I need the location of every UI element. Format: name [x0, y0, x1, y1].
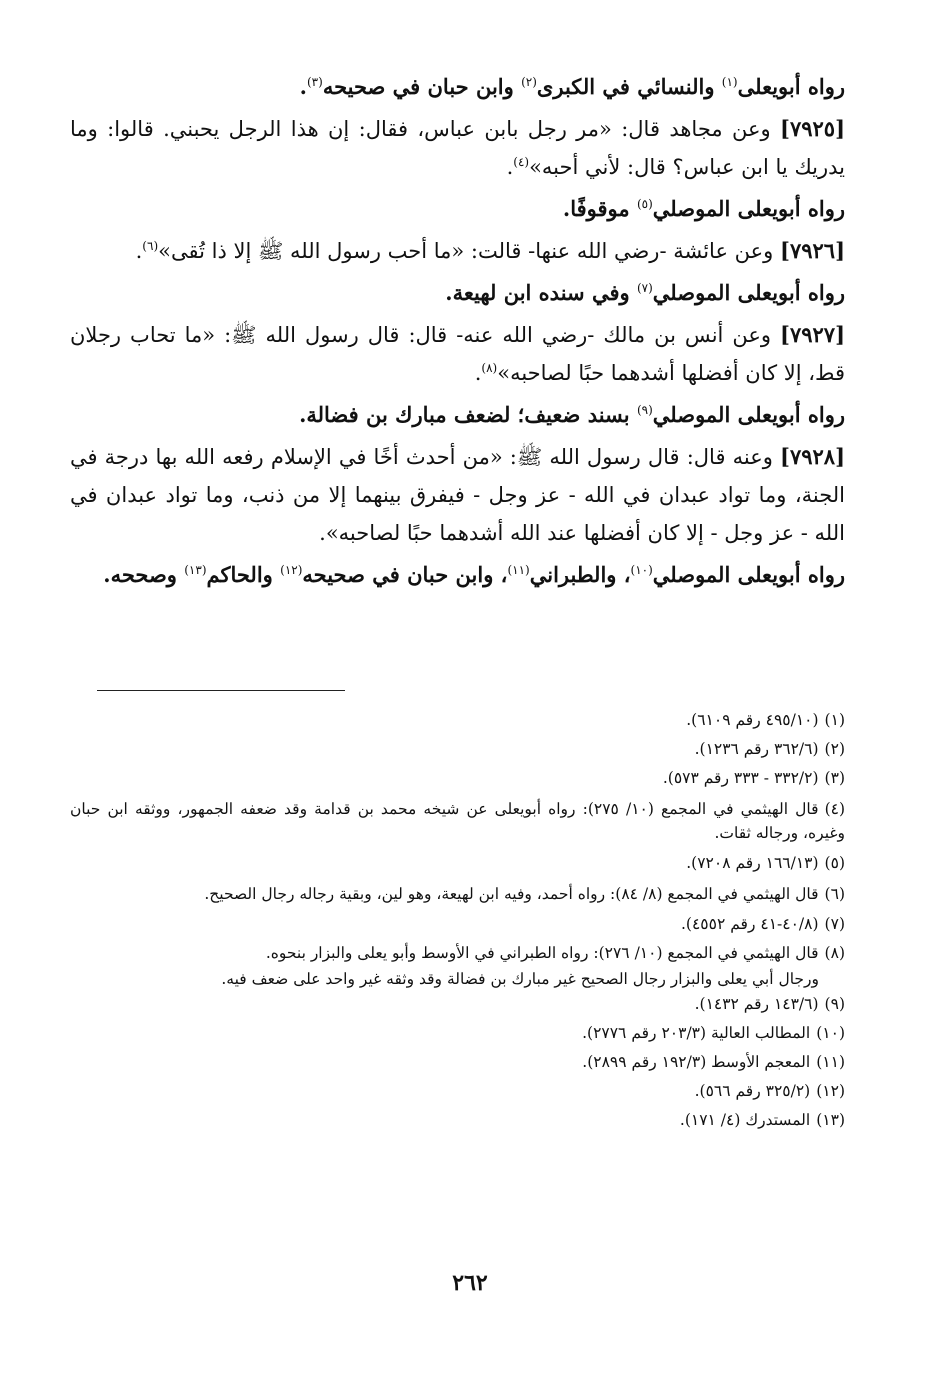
hadith-text: وعن عائشة -رضي الله عنها- قالت: «ما أحب رسول الله ﷺ إلا ذا تُقى»	[158, 239, 780, 263]
footnote-item	[70, 1019, 845, 1048]
hadith-text: وعن مجاهد قال: «مر رجل بابن عباس، فقال: إن هذا الرجل يحبني. قالوا: وما يدريك يا ابن عباس؟ قال: لأني أحبه»	[70, 117, 845, 179]
text: رواه أبويعلى الموصلي	[652, 402, 845, 427]
text: وصححه.	[103, 562, 185, 587]
text: ، وابن حبان في صحيحه	[302, 562, 508, 587]
narration-line-3	[70, 274, 845, 312]
footnote-text: (١٤٣/٦ رقم ١٤٣٢).	[694, 995, 819, 1013]
hadith-7928	[70, 438, 845, 552]
footnote-text: (٣٦٢/٦ رقم ١٢٣٦).	[694, 740, 819, 758]
footnote-ref: (١١)	[507, 563, 530, 577]
narration-line-1	[70, 68, 845, 106]
footnote-text: قال الهيثمي في المجمع (١٠/ ٢٧٥): رواه أبويعلى عن شيخه محمد بن قدامة وقد ضعفه الجمهور، ووثقه ابن حبان وغيره، ورجاله ثقات.	[70, 800, 845, 842]
footnote-ref: (٥)	[636, 197, 653, 211]
footnote-continuation	[70, 968, 845, 990]
main-text	[70, 68, 845, 598]
footnote-text: (١٦٦/١٣ رقم ٧٢٠٨).	[686, 854, 819, 872]
footnote-item	[70, 797, 845, 845]
text: رواه أبويعلى الموصلي	[652, 280, 845, 305]
footnote-ref: (١٢)	[280, 563, 303, 577]
footnote-item	[70, 990, 845, 1019]
footnote-ref: (١٠)	[630, 563, 653, 577]
footnote-number: (٧)	[824, 915, 845, 933]
text: .	[506, 155, 514, 179]
footnote-ref: (٨)	[481, 361, 498, 375]
footnote-ref: (٧)	[636, 281, 653, 295]
footnote-number: (٥)	[824, 854, 845, 872]
text: وفي سنده ابن لهيعة.	[445, 280, 637, 305]
hadith-number: [٧٩٢٦]	[780, 238, 845, 263]
footnote-number: (٦)	[824, 885, 845, 903]
footnote-number: (٤)	[824, 800, 846, 818]
footnote-text: (٤٩٥/١٠ رقم ٦١٠٩).	[686, 711, 819, 729]
footnote-number: (٣)	[824, 769, 845, 787]
footnote-item	[70, 1048, 845, 1077]
text: والنسائي في الكبرى	[536, 74, 722, 99]
narration-line-5	[70, 556, 845, 594]
text: والحاكم	[206, 562, 281, 587]
footnote-ref: (٩)	[636, 403, 653, 417]
footnote-text: قال الهيثمي في المجمع (٨/ ٨٤): رواه أحمد، وفيه ابن لهيعة، وهو لين، وبقية رجاله رجال الصحيح.	[204, 885, 819, 903]
footnote-number: (١٣)	[816, 1111, 845, 1129]
footnote-ref: (٢)	[521, 75, 537, 89]
footnote-number: (٩)	[824, 995, 845, 1013]
footnote-separator	[97, 690, 345, 691]
hadith-7927	[70, 316, 845, 392]
footnote-item	[70, 849, 845, 878]
hadith-number: [٧٩٢٨]	[780, 444, 845, 469]
text: .	[299, 74, 307, 99]
narration-line-4	[70, 396, 845, 434]
footnote-text: قال الهيثمي في المجمع (١٠/ ٢٧٦): رواه الطبراني في الأوسط وأبو يعلى والبزار بنحوه.	[265, 944, 819, 962]
footnote-item	[70, 764, 845, 793]
footnote-text: (٣٣٢/٢ - ٣٣٣ رقم ٥٧٣).	[662, 769, 819, 787]
footnote-text: (٣٢٥/٢ رقم ٥٦٦).	[694, 1082, 811, 1100]
footnote-number: (١١)	[816, 1053, 845, 1071]
footnote-item	[70, 1077, 845, 1106]
text: .	[474, 361, 482, 385]
text: رواه أبويعلى الموصلي	[652, 562, 845, 587]
footnote-number: (٢)	[824, 740, 845, 758]
hadith-text: وعن أنس بن مالك -رضي الله عنه- قال: قال رسول الله ﷺ: «ما تحاب رجلان قط، إلا كان أفضلها أشدهما حبًا لصاحبه»	[70, 323, 845, 385]
hadith-7926	[70, 232, 845, 270]
footnote-item	[70, 706, 845, 735]
text: .	[135, 239, 143, 263]
footnote-item	[70, 910, 845, 939]
footnote-ref: (١)	[721, 75, 738, 89]
text: بسند ضعيف؛ لضعف مبارك بن فضالة.	[299, 402, 637, 427]
footnote-ref: (٤)	[513, 155, 530, 169]
text: وابن حبان في صحيحه	[322, 74, 522, 99]
footnote-number: (١٠)	[816, 1024, 845, 1042]
footnote-item	[70, 939, 845, 968]
hadith-number: [٧٩٢٧]	[780, 322, 845, 347]
text: رواه أبويعلى	[737, 74, 845, 99]
footnote-ref: (١٣)	[184, 563, 207, 577]
footnote-text: المستدرك (٤/ ١٧١).	[679, 1111, 811, 1129]
footnote-text: (٤٠/٨-٤١ رقم ٤٥٥٢).	[681, 915, 819, 933]
footnote-ref: (٦)	[142, 239, 159, 253]
text: ، والطبراني	[529, 562, 631, 587]
footnote-text: ورجال أبي يعلى والبزار رجال الصحيح غير مبارك بن فضالة وقد وثقه غير واحد على ضعف فيه.	[221, 970, 819, 988]
footnotes	[70, 706, 845, 1135]
hadith-number: [٧٩٢٥]	[780, 116, 845, 141]
footnote-text: المعجم الأوسط (١٩٢/٣ رقم ٢٨٩٩).	[582, 1053, 811, 1071]
footnote-item	[70, 735, 845, 764]
hadith-7925	[70, 110, 845, 186]
text: رواه أبويعلى الموصلي	[652, 196, 845, 221]
footnote-number: (١)	[824, 711, 845, 729]
footnote-number: (٨)	[824, 944, 845, 962]
page-number: ٢٦٢	[452, 1270, 488, 1296]
footnote-ref: (٣)	[306, 75, 323, 89]
hadith-text: وعنه قال: قال رسول الله ﷺ: «من أحدث أخًا في الإسلام رفعه الله بها درجة في الجنة، وما تواد عبدان في الله - عز وجل - فيفرق بينهما إلا من ذنب، وما تواد عبدان في الله - عز وجل - إلا كان أفضلها عند الله أشدهما حبًا لصاحبه».	[70, 445, 845, 545]
footnote-item	[70, 882, 845, 906]
footnote-number: (١٢)	[816, 1082, 845, 1100]
footnote-item	[70, 1106, 845, 1135]
narration-line-2	[70, 190, 845, 228]
footnote-text: المطالب العالية (٢٠٣/٣ رقم ٢٧٧٦).	[582, 1024, 811, 1042]
text: موقوفًا.	[562, 196, 637, 221]
